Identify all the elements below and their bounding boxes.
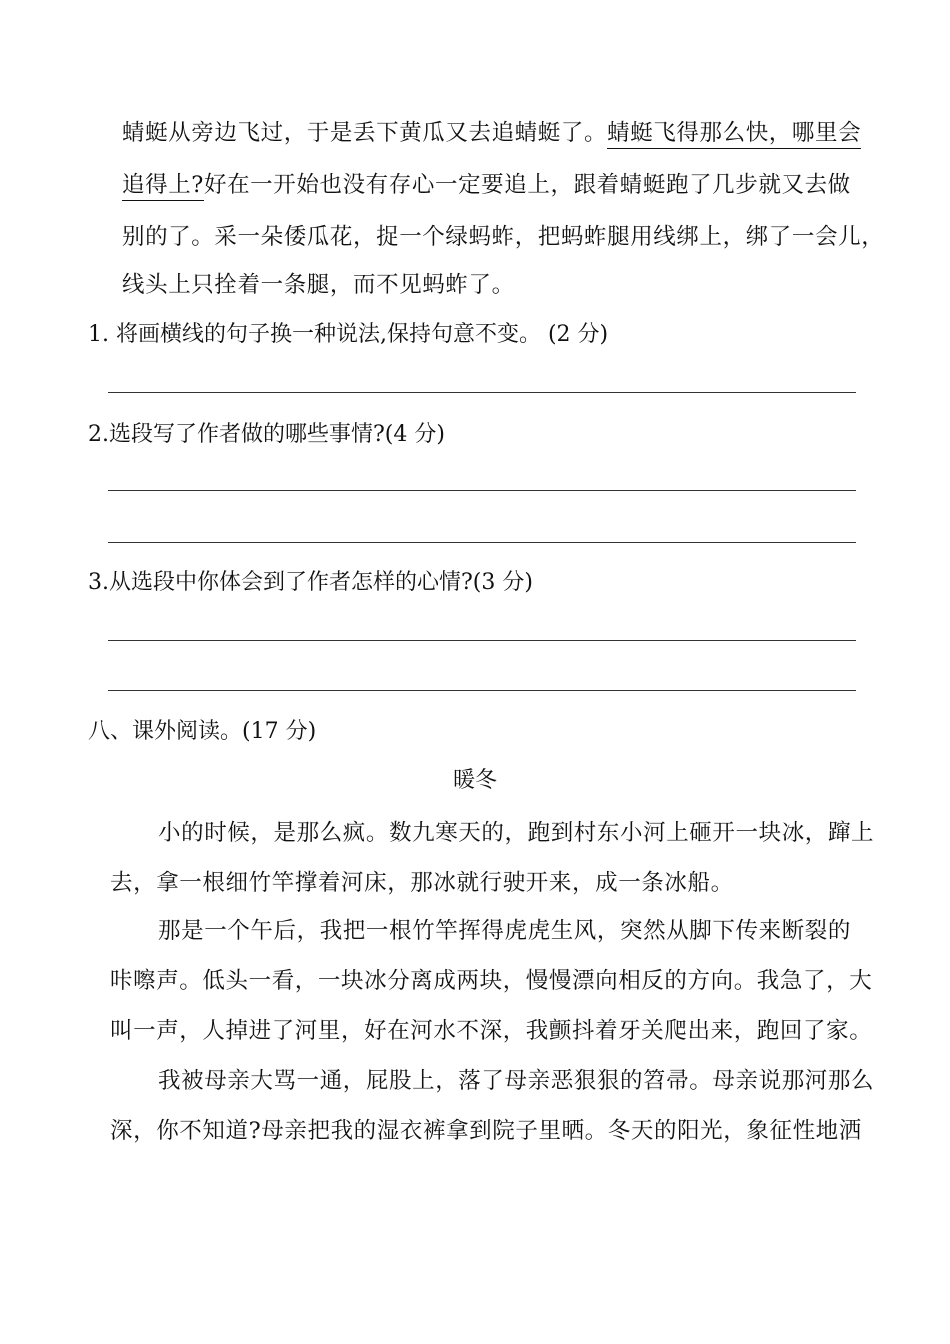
answer-line[interactable]: [108, 690, 856, 691]
passage-line-4: 线头上只拴着一条腿，而不见蚂蚱了。: [122, 272, 515, 298]
question-2: 2.选段写了作者做的哪些事情?(4 分): [88, 422, 445, 447]
question-3: 3.从选段中你体会到了作者怎样的心情?(3 分): [88, 570, 533, 595]
answer-line[interactable]: [108, 392, 856, 393]
article-title: 暖冬: [452, 768, 497, 793]
article-line: 去，拿一根细竹竿撑着河床，那冰就行驶开来，成一条冰船。: [110, 870, 734, 896]
answer-line[interactable]: [108, 640, 856, 641]
passage-text: 好在一开始也没有存心一定要追上，跟着蜻蜓跑了几步就又去做: [203, 172, 851, 198]
underlined-sentence-part2: 追得上?: [122, 172, 204, 201]
section-heading: 八、课外阅读。(17 分): [88, 719, 317, 744]
answer-line[interactable]: [108, 490, 856, 491]
passage-line-3: 别的了。采一朵倭瓜花，捉一个绿蚂蚱，把蚂蚱腿用线绑上，绑了一会儿，: [122, 224, 885, 250]
underlined-sentence-part1: 蜻蜓飞得那么快，哪里会: [607, 120, 861, 149]
article-line: 叫一声，人掉进了河里，好在河水不深，我颤抖着牙关爬出来，跑回了家。: [110, 1018, 873, 1044]
passage-text: 蜻蜓从旁边飞过，于是丢下黄瓜又去追蜻蜓了。: [122, 120, 608, 146]
article-line: 深，你不知道?母亲把我的湿衣裤拿到院子里晒。冬天的阳光，象征性地洒: [110, 1118, 862, 1144]
article-line: 那是一个午后，我把一根竹竿挥得虎虎生风，突然从脚下传来断裂的: [158, 918, 852, 944]
passage-line-2: [122, 170, 851, 200]
question-1: 1. 将画横线的句子换一种说法,保持句意不变。 (2 分): [88, 322, 609, 347]
passage-line-1: [122, 118, 861, 148]
answer-line[interactable]: [108, 542, 856, 543]
article-line: 我被母亲大骂一通，屁股上，落了母亲恶狠狠的笤帚。母亲说那河那么: [158, 1068, 875, 1094]
article-line: 小的时候，是那么疯。数九寒天的，跑到村东小河上砸开一块冰，蹿上: [158, 820, 875, 846]
article-line: 咔嚓声。低头一看，一块冰分离成两块，慢慢漂向相反的方向。我急了，大: [110, 968, 873, 994]
